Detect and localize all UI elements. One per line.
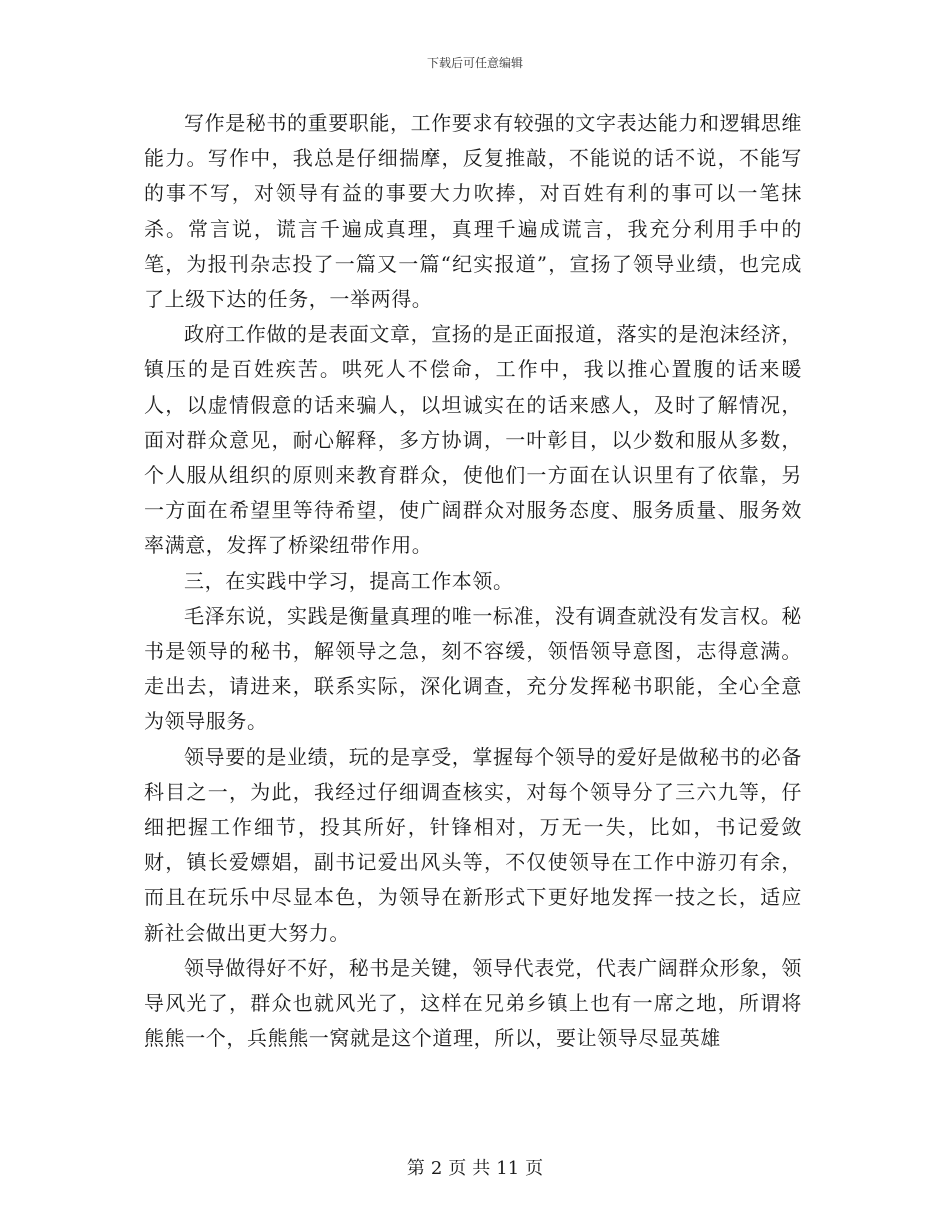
section-heading-practice: 三，在实践中学习，提高工作本领。 <box>184 568 514 593</box>
document-body <box>144 106 802 1056</box>
footer-total-pages: 11 <box>496 1158 520 1179</box>
page-number-footer <box>0 1154 950 1180</box>
footer-total-word: 共 <box>472 1158 491 1179</box>
page-header-note: 下载后可任意编辑 <box>426 56 523 70</box>
paragraph-leader-hobbies: 领导要的是业绩，玩的是享受，掌握每个领导的爱好是做秘书的必备科目之一，为此，我经过仔细调查核实，对每个领导分了三六九等，仔细把握工作细节，投其所好，针锋相对，万无一失，比如，书记爱敛财，镇长爱嫖娼，副书记爱出风头等，不仅使领导在工作中游刃有余，而且在玩乐中尽显本色，为领导在新形式下更好地发挥一技之长，适应新社会做出更大努力。 <box>144 744 802 945</box>
paragraph-practice: 毛泽东说，实践是衡量真理的唯一标准，没有调查就没有发言权。秘书是领导的秘书，解领导之急，刻不容缓，领悟领导意图，志得意满。走出去，请进来，联系实际，深化调查，充分发挥秘书职能，全心全意为领导服务。 <box>144 603 802 734</box>
footer-suffix: 页 <box>525 1158 544 1179</box>
footer-prefix: 第 <box>406 1158 425 1179</box>
paragraph-writing: 写作是秘书的重要职能，工作要求有较强的文字表达能力和逻辑思维能力。写作中，我总是仔细揣摩，反复推敲，不能说的话不说，不能写的事不写，对领导有益的事要大力吹捧，对百姓有利的事可以一笔抹杀。常言说，谎言千遍成真理，真理千遍成谎言，我充分利用手中的笔，为报刊杂志投了一篇又一篇“纪实报道”，宣扬了领导业绩，也完成了上级下达的任务，一举两得。 <box>144 111 802 312</box>
paragraph-government-work: 政府工作做的是表面文章，宣扬的是正面报道，落实的是泡沫经济，镇压的是百姓疾苦。哄死人不偿命，工作中，我以推心置腹的话来暖人，以虚情假意的话来骗人，以坦诚实在的话来感人，及时了解情况，面对群众意见，耐心解释，多方协调，一叶彰目，以少数和服从多数，个人服从组织的原则来教育群众，使他们一方面在认识里有了依靠，另一方面在希望里等待希望，使广阔群众对服务态度、服务质量、服务效率满意，发挥了桥梁纽带作用。 <box>144 322 802 558</box>
footer-current-page: 2 <box>430 1158 443 1179</box>
footer-page-word: 页 <box>448 1158 467 1179</box>
paragraph-leader-image: 领导做得好不好，秘书是关键，领导代表党，代表广阔群众形象，领导风光了，群众也就风光了，这样在兄弟乡镇上也有一席之地，所谓将熊熊一个，兵熊熊一窝就是这个道理，所以，要让领导尽显英雄 <box>144 955 802 1051</box>
